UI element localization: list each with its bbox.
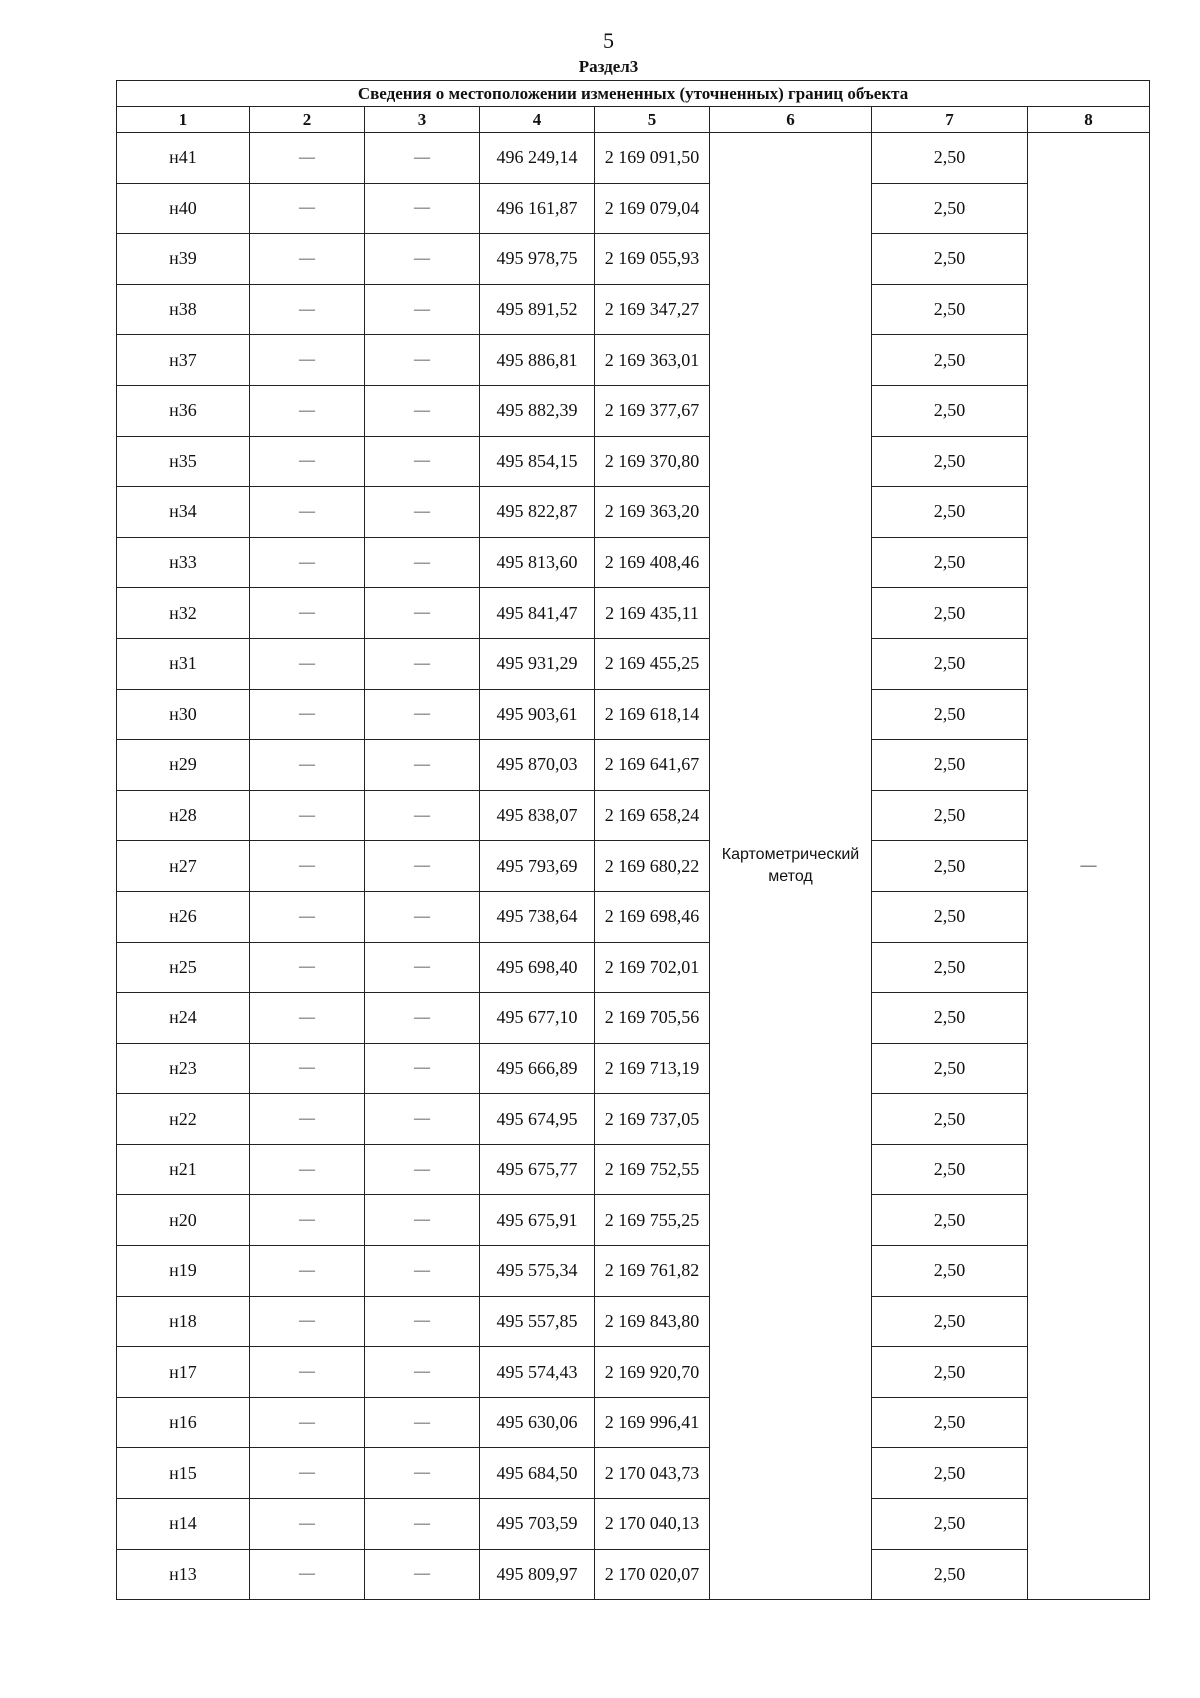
x-coordinate-cell: 495 891,52 xyxy=(480,284,595,335)
point-id-cell: н23 xyxy=(117,1043,250,1094)
column-3-cell: — xyxy=(365,1347,480,1398)
x-coordinate-cell: 496 249,14 xyxy=(480,133,595,184)
x-coordinate-cell: 495 903,61 xyxy=(480,689,595,740)
accuracy-cell: 2,50 xyxy=(872,537,1028,588)
column-2-cell: — xyxy=(250,1144,365,1195)
column-2-cell: — xyxy=(250,1296,365,1347)
x-coordinate-cell: 495 978,75 xyxy=(480,234,595,285)
x-coordinate-cell: 495 630,06 xyxy=(480,1397,595,1448)
table-row xyxy=(117,790,1150,841)
accuracy-cell: 2,50 xyxy=(872,335,1028,386)
point-id-cell: н24 xyxy=(117,993,250,1044)
column-header: 4 xyxy=(480,107,595,133)
point-id-cell: н34 xyxy=(117,487,250,538)
y-coordinate-cell: 2 169 996,41 xyxy=(595,1397,710,1448)
column-header: 1 xyxy=(117,107,250,133)
column-2-cell: — xyxy=(250,689,365,740)
table-caption-row xyxy=(117,81,1150,107)
table-row xyxy=(117,588,1150,639)
x-coordinate-cell: 495 675,77 xyxy=(480,1144,595,1195)
column-2-cell: — xyxy=(250,1397,365,1448)
column-2-cell: — xyxy=(250,133,365,184)
column-3-cell: — xyxy=(365,1397,480,1448)
x-coordinate-cell: 495 793,69 xyxy=(480,841,595,892)
x-coordinate-cell: 495 575,34 xyxy=(480,1246,595,1297)
y-coordinate-cell: 2 170 043,73 xyxy=(595,1448,710,1499)
accuracy-cell: 2,50 xyxy=(872,385,1028,436)
accuracy-cell: 2,50 xyxy=(872,133,1028,184)
table-row xyxy=(117,1296,1150,1347)
x-coordinate-cell: 495 738,64 xyxy=(480,891,595,942)
x-coordinate-cell: 495 557,85 xyxy=(480,1296,595,1347)
column-3-cell: — xyxy=(365,1144,480,1195)
accuracy-cell: 2,50 xyxy=(872,1246,1028,1297)
x-coordinate-cell: 495 675,91 xyxy=(480,1195,595,1246)
column-2-cell: — xyxy=(250,284,365,335)
x-coordinate-cell: 495 809,97 xyxy=(480,1549,595,1600)
accuracy-cell: 2,50 xyxy=(872,487,1028,538)
point-id-cell: н16 xyxy=(117,1397,250,1448)
table-row xyxy=(117,1094,1150,1145)
y-coordinate-cell: 2 169 658,24 xyxy=(595,790,710,841)
point-id-cell: н39 xyxy=(117,234,250,285)
point-id-cell: н19 xyxy=(117,1246,250,1297)
point-id-cell: н18 xyxy=(117,1296,250,1347)
y-coordinate-cell: 2 169 363,01 xyxy=(595,335,710,386)
y-coordinate-cell: 2 169 055,93 xyxy=(595,234,710,285)
column-3-cell: — xyxy=(365,183,480,234)
y-coordinate-cell: 2 169 435,11 xyxy=(595,588,710,639)
point-id-cell: н36 xyxy=(117,385,250,436)
column-3-cell: — xyxy=(365,335,480,386)
column-2-cell: — xyxy=(250,1195,365,1246)
y-coordinate-cell: 2 169 920,70 xyxy=(595,1347,710,1398)
column-2-cell: — xyxy=(250,588,365,639)
column-2-cell: — xyxy=(250,740,365,791)
x-coordinate-cell: 495 882,39 xyxy=(480,385,595,436)
column-2-cell: — xyxy=(250,841,365,892)
accuracy-cell: 2,50 xyxy=(872,740,1028,791)
x-coordinate-cell: 496 161,87 xyxy=(480,183,595,234)
table-body xyxy=(117,133,1150,1600)
table-header-row xyxy=(117,107,1150,133)
column-2-cell: — xyxy=(250,487,365,538)
method-cell: Картометрический метод xyxy=(710,133,872,1600)
point-id-cell: н33 xyxy=(117,537,250,588)
point-id-cell: н30 xyxy=(117,689,250,740)
x-coordinate-cell: 495 677,10 xyxy=(480,993,595,1044)
y-coordinate-cell: 2 169 377,67 xyxy=(595,385,710,436)
table-row xyxy=(117,993,1150,1044)
x-coordinate-cell: 495 574,43 xyxy=(480,1347,595,1398)
accuracy-cell: 2,50 xyxy=(872,1094,1028,1145)
x-coordinate-cell: 495 703,59 xyxy=(480,1499,595,1550)
column-2-cell: — xyxy=(250,790,365,841)
y-coordinate-cell: 2 169 752,55 xyxy=(595,1144,710,1195)
table-row xyxy=(117,1499,1150,1550)
accuracy-cell: 2,50 xyxy=(872,183,1028,234)
column-2-cell: — xyxy=(250,1499,365,1550)
point-id-cell: н17 xyxy=(117,1347,250,1398)
column-2-cell: — xyxy=(250,1094,365,1145)
table-row xyxy=(117,891,1150,942)
accuracy-cell: 2,50 xyxy=(872,638,1028,689)
table-row xyxy=(117,841,1150,892)
column-3-cell: — xyxy=(365,740,480,791)
column-3-cell: — xyxy=(365,1499,480,1550)
accuracy-cell: 2,50 xyxy=(872,993,1028,1044)
point-id-cell: н40 xyxy=(117,183,250,234)
column-3-cell: — xyxy=(365,891,480,942)
y-coordinate-cell: 2 169 408,46 xyxy=(595,537,710,588)
table-row xyxy=(117,1347,1150,1398)
point-id-cell: н13 xyxy=(117,1549,250,1600)
x-coordinate-cell: 495 841,47 xyxy=(480,588,595,639)
column-3-cell: — xyxy=(365,284,480,335)
column-3-cell: — xyxy=(365,841,480,892)
point-id-cell: н29 xyxy=(117,740,250,791)
table-row xyxy=(117,234,1150,285)
x-coordinate-cell: 495 674,95 xyxy=(480,1094,595,1145)
table-row xyxy=(117,1397,1150,1448)
y-coordinate-cell: 2 169 618,14 xyxy=(595,689,710,740)
column-2-cell: — xyxy=(250,993,365,1044)
column-2-cell: — xyxy=(250,638,365,689)
column-3-cell: — xyxy=(365,487,480,538)
accuracy-cell: 2,50 xyxy=(872,689,1028,740)
accuracy-cell: 2,50 xyxy=(872,234,1028,285)
table-row xyxy=(117,436,1150,487)
table-row xyxy=(117,1043,1150,1094)
column-3-cell: — xyxy=(365,234,480,285)
accuracy-cell: 2,50 xyxy=(872,1043,1028,1094)
column-3-cell: — xyxy=(365,1296,480,1347)
accuracy-cell: 2,50 xyxy=(872,1347,1028,1398)
column-header: 2 xyxy=(250,107,365,133)
y-coordinate-cell: 2 169 713,19 xyxy=(595,1043,710,1094)
x-coordinate-cell: 495 813,60 xyxy=(480,537,595,588)
y-coordinate-cell: 2 169 843,80 xyxy=(595,1296,710,1347)
point-id-cell: н14 xyxy=(117,1499,250,1550)
point-id-cell: н35 xyxy=(117,436,250,487)
y-coordinate-cell: 2 169 761,82 xyxy=(595,1246,710,1297)
accuracy-cell: 2,50 xyxy=(872,1448,1028,1499)
accuracy-cell: 2,50 xyxy=(872,436,1028,487)
column-2-cell: — xyxy=(250,1347,365,1398)
column-3-cell: — xyxy=(365,436,480,487)
table-row xyxy=(117,385,1150,436)
table-caption: Сведения о местоположении измененных (уточненных) границ объекта xyxy=(117,81,1150,107)
column-3-cell: — xyxy=(365,790,480,841)
column-2-cell: — xyxy=(250,436,365,487)
column-header: 8 xyxy=(1028,107,1150,133)
table-row xyxy=(117,638,1150,689)
accuracy-cell: 2,50 xyxy=(872,284,1028,335)
y-coordinate-cell: 2 169 370,80 xyxy=(595,436,710,487)
accuracy-cell: 2,50 xyxy=(872,1397,1028,1448)
accuracy-cell: 2,50 xyxy=(872,841,1028,892)
column-3-cell: — xyxy=(365,1094,480,1145)
point-id-cell: н27 xyxy=(117,841,250,892)
point-id-cell: н22 xyxy=(117,1094,250,1145)
column-header: 7 xyxy=(872,107,1028,133)
table-row xyxy=(117,133,1150,184)
point-id-cell: н28 xyxy=(117,790,250,841)
column-2-cell: — xyxy=(250,1043,365,1094)
point-id-cell: н20 xyxy=(117,1195,250,1246)
column-3-cell: — xyxy=(365,537,480,588)
accuracy-cell: 2,50 xyxy=(872,1195,1028,1246)
point-id-cell: н25 xyxy=(117,942,250,993)
point-id-cell: н21 xyxy=(117,1144,250,1195)
column-3-cell: — xyxy=(365,689,480,740)
column-2-cell: — xyxy=(250,537,365,588)
column-3-cell: — xyxy=(365,1195,480,1246)
accuracy-cell: 2,50 xyxy=(872,1549,1028,1600)
column-3-cell: — xyxy=(365,133,480,184)
column-2-cell: — xyxy=(250,385,365,436)
y-coordinate-cell: 2 169 347,27 xyxy=(595,284,710,335)
column-header: 3 xyxy=(365,107,480,133)
table-row xyxy=(117,537,1150,588)
table-row xyxy=(117,335,1150,386)
column-2-cell: — xyxy=(250,183,365,234)
accuracy-cell: 2,50 xyxy=(872,891,1028,942)
column-2-cell: — xyxy=(250,1549,365,1600)
table-row xyxy=(117,487,1150,538)
x-coordinate-cell: 495 854,15 xyxy=(480,436,595,487)
y-coordinate-cell: 2 169 079,04 xyxy=(595,183,710,234)
accuracy-cell: 2,50 xyxy=(872,942,1028,993)
y-coordinate-cell: 2 170 040,13 xyxy=(595,1499,710,1550)
y-coordinate-cell: 2 169 091,50 xyxy=(595,133,710,184)
y-coordinate-cell: 2 169 698,46 xyxy=(595,891,710,942)
table-row xyxy=(117,1246,1150,1297)
x-coordinate-cell: 495 666,89 xyxy=(480,1043,595,1094)
y-coordinate-cell: 2 169 455,25 xyxy=(595,638,710,689)
point-id-cell: н32 xyxy=(117,588,250,639)
x-coordinate-cell: 495 698,40 xyxy=(480,942,595,993)
column-3-cell: — xyxy=(365,993,480,1044)
y-coordinate-cell: 2 169 680,22 xyxy=(595,841,710,892)
accuracy-cell: 2,50 xyxy=(872,790,1028,841)
y-coordinate-cell: 2 169 705,56 xyxy=(595,993,710,1044)
table-row xyxy=(117,1144,1150,1195)
accuracy-cell: 2,50 xyxy=(872,1296,1028,1347)
y-coordinate-cell: 2 169 702,01 xyxy=(595,942,710,993)
x-coordinate-cell: 495 886,81 xyxy=(480,335,595,386)
column-8-cell: — xyxy=(1028,133,1150,1600)
point-id-cell: н26 xyxy=(117,891,250,942)
table-row xyxy=(117,942,1150,993)
point-id-cell: н41 xyxy=(117,133,250,184)
table-row xyxy=(117,183,1150,234)
table-row xyxy=(117,740,1150,791)
section-title: Раздел3 xyxy=(578,57,639,76)
y-coordinate-cell: 2 169 737,05 xyxy=(595,1094,710,1145)
accuracy-cell: 2,50 xyxy=(872,588,1028,639)
column-2-cell: — xyxy=(250,335,365,386)
column-3-cell: — xyxy=(365,1448,480,1499)
column-2-cell: — xyxy=(250,891,365,942)
column-2-cell: — xyxy=(250,942,365,993)
point-id-cell: н31 xyxy=(117,638,250,689)
column-header: 6 xyxy=(710,107,872,133)
table-row xyxy=(117,689,1150,740)
column-3-cell: — xyxy=(365,638,480,689)
accuracy-cell: 2,50 xyxy=(872,1499,1028,1550)
x-coordinate-cell: 495 822,87 xyxy=(480,487,595,538)
table-row xyxy=(117,284,1150,335)
table-row xyxy=(117,1549,1150,1600)
column-2-cell: — xyxy=(250,234,365,285)
x-coordinate-cell: 495 931,29 xyxy=(480,638,595,689)
page-number: 5 xyxy=(603,28,614,53)
x-coordinate-cell: 495 870,03 xyxy=(480,740,595,791)
x-coordinate-cell: 495 838,07 xyxy=(480,790,595,841)
column-3-cell: — xyxy=(365,942,480,993)
accuracy-cell: 2,50 xyxy=(872,1144,1028,1195)
coordinates-table xyxy=(116,80,1150,1600)
column-3-cell: — xyxy=(365,1246,480,1297)
y-coordinate-cell: 2 169 363,20 xyxy=(595,487,710,538)
point-id-cell: н38 xyxy=(117,284,250,335)
y-coordinate-cell: 2 170 020,07 xyxy=(595,1549,710,1600)
table-row xyxy=(117,1448,1150,1499)
column-2-cell: — xyxy=(250,1448,365,1499)
column-header: 5 xyxy=(595,107,710,133)
point-id-cell: н37 xyxy=(117,335,250,386)
x-coordinate-cell: 495 684,50 xyxy=(480,1448,595,1499)
column-3-cell: — xyxy=(365,588,480,639)
y-coordinate-cell: 2 169 641,67 xyxy=(595,740,710,791)
y-coordinate-cell: 2 169 755,25 xyxy=(595,1195,710,1246)
column-3-cell: — xyxy=(365,1549,480,1600)
column-3-cell: — xyxy=(365,385,480,436)
point-id-cell: н15 xyxy=(117,1448,250,1499)
column-3-cell: — xyxy=(365,1043,480,1094)
table-row xyxy=(117,1195,1150,1246)
column-2-cell: — xyxy=(250,1246,365,1297)
